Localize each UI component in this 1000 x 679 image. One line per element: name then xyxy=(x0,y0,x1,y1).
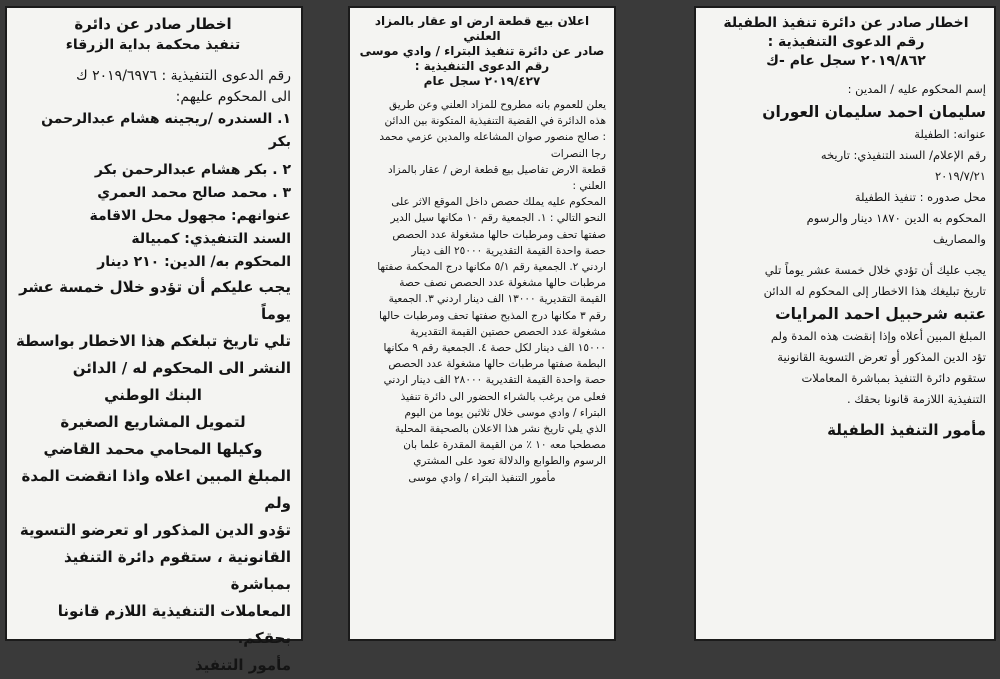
debtor-label: إسم المحكوم عليه / المدين : xyxy=(847,82,986,96)
signature: مأمور التنفيذ الطفيلة xyxy=(827,421,986,439)
text-line: اردني ٢. الجمعية رقم ٥/١ مكانها درج المحكمة صفتها xyxy=(377,261,606,274)
text-line: فعلى من يرغب بالشراء الحضور الى دائرة تنفيذ xyxy=(400,390,606,403)
text-line: مرطبات حالها مشغولة عدد الحصص نصف حصة xyxy=(399,277,606,290)
shares-paragraph xyxy=(358,194,606,469)
text-line: مصطحبا معه ١٠ ٪ من القيمة المقدرة علما بان xyxy=(403,439,606,452)
text-line: البطمة صفتها مرطبات حالها مشغولة عدد الحصص xyxy=(388,358,606,371)
body-line: المبلغ المبين أعلاه وإذا إنقضت هذه المدة ولم xyxy=(770,329,986,343)
case-number: رقم الدعوى التنفيذية : ٢٠١٩/٦٩٧٦ ك xyxy=(76,68,291,84)
text-line: مشغولة عدد الحصص حصتين القيمة التقديرية xyxy=(410,325,606,338)
case-number: ٢٠١٩/٤٢٧ سجل عام xyxy=(423,74,541,88)
notice-petra xyxy=(348,6,616,641)
notice-tafila xyxy=(694,6,996,641)
intro-paragraph xyxy=(358,97,606,162)
text-line: رقم ٣ مكانها درج المذبح صفتها تحف ومرطبات حالها xyxy=(379,309,606,322)
text-line: البتراء / وادي موسى خلال ثلاثين يوما من اليوم xyxy=(404,406,606,419)
executive-document: السند التنفيذي: كمبيالة xyxy=(131,231,291,247)
body-line: التنفيذية اللازمة قانونا بحقك . xyxy=(846,392,986,406)
text-line: حصة واحدة القيمة التقديرية ٢٥٠٠٠ الف دينار xyxy=(411,244,606,257)
defendant-1-cont: بكر xyxy=(268,134,291,150)
debtor-name: سليمان احمد سليمان العوران xyxy=(762,103,986,121)
judgment-amount: المحكوم به الدين ١٨٧٠ دينار والرسوم xyxy=(806,211,986,225)
defendant-1: ١. السندره /ريجينه هشام عبدالرحمن xyxy=(41,111,291,127)
body-line: يجب عليكم أن تؤدو خلال خمسة عشر يوماً xyxy=(19,278,291,323)
body-line: النشر الى المحكوم له / الدائن xyxy=(72,359,291,377)
notice-issuer: صادر عن دائرة تنفيذ البتراء / وادي موسى xyxy=(359,44,605,58)
case-number: ٢٠١٩/٨٦٢ سجل عام -ك xyxy=(766,53,926,69)
notice-title: اخطار صادر عن دائرة تنفيذ الطفيلة xyxy=(723,15,969,31)
text-line: العلني : xyxy=(572,180,606,193)
notice-subtitle: تنفيذ محكمة بداية الزرقاء xyxy=(65,37,241,53)
case-label: رقم الدعوى التنفيذية : xyxy=(414,59,550,73)
notice-title: اعلان بيع قطعة ارض او عقار بالمزاد العلني xyxy=(374,14,590,43)
address: عنوانه: الطفيلة xyxy=(914,127,986,141)
text-line: ١٥٠٠٠ الف دينار لكل حصة ٤. الجمعية رقم ٩ مكانها xyxy=(383,342,606,355)
text-line: الرسوم والطوابع والدلالة تعود على المشتري xyxy=(413,455,606,468)
creditor-name: البنك الوطني xyxy=(104,386,202,404)
text-line: رجا النصرات xyxy=(550,147,606,160)
issued-by: محل صدوره : تنفيذ الطفيلة xyxy=(854,190,986,204)
text-line: المحكوم عليه يملك حصص داخل الموقع الاثر على xyxy=(391,196,606,209)
text-line: الذي يلي تاريخ نشر هذا الاعلان بالصحيفة المحلية xyxy=(395,423,606,436)
body-line: المعاملات التنفيذية اللازم قانونا بحقكم. xyxy=(57,602,291,647)
signature: مأمور التنفيذ xyxy=(194,656,291,674)
text-line: النحو التالي : ١. الجمعية رقم ١٠ مكانها سيل الدير xyxy=(390,212,606,225)
defendant-3: ٣ . محمد صالح محمد العمري xyxy=(97,185,291,201)
body-line: تؤدو الدين المذكور او تعرضو التسوية xyxy=(19,521,291,539)
case-label: رقم الدعوى التنفيذية : xyxy=(767,34,925,50)
address: عنوانهم: مجهول محل الاقامة xyxy=(89,208,291,224)
body-line: تلي تاريخ تبلغكم هذا الاخطار بواسطة xyxy=(15,332,291,350)
body-line: المبلغ المبين اعلاه واذا انقضت المدة ولم xyxy=(21,467,291,512)
document-date: ٢٠١٩/٧/٢١ xyxy=(935,169,986,183)
document-number: رقم الإعلام/ السند التنفيذي: تاريخه xyxy=(820,148,986,162)
creditor-name: عتبه شرحبيل احمد المرايات xyxy=(775,305,986,323)
notice-zarqa xyxy=(5,6,303,674)
body-line: تاريخ تبليغك هذا الاخطار إلى المحكوم له الدائن xyxy=(763,284,986,298)
defendant-2: ٢ . بكر هشام عبدالرحمن بكر xyxy=(94,162,291,178)
body-line: تؤد الدين المذكور أو تعرض التسوية القانونية xyxy=(777,350,986,364)
lawyer-name: وكيلها المحامي محمد القاضي xyxy=(43,440,263,458)
text-line: : صالح منصور صوان المشاعله والمدين عزمي محمد xyxy=(379,131,606,144)
text-line: يعلن للعموم بانه مطروح للمزاد العلني وعن طريق xyxy=(389,99,606,111)
judgment-amount: المحكوم به/ الدين: ٢١٠ دينار xyxy=(97,254,291,270)
body-line: القانونية ، ستقوم دائرة التنفيذ بمباشرة xyxy=(63,548,291,593)
body-line: يجب عليك أن تؤدي خلال خمسة عشر يوماً تلي xyxy=(764,263,986,277)
text-line: صفتها تحف ومرطبات حالها مشغولة عدد الحصص xyxy=(392,228,606,241)
text-line: القيمة التقديرية ١٣٠٠٠ الف دينار اردني ٣. الجمعية xyxy=(388,293,606,306)
recipients-label: الى المحكوم عليهم: xyxy=(175,89,291,105)
notice-title: اخطار صادر عن دائرة xyxy=(74,15,232,33)
text-line: حصة واحدة القيمة التقديرية ٢٨٠٠٠ الف دينار اردني xyxy=(383,374,606,387)
body-line: ستقوم دائرة التنفيذ بمباشرة المعاملات xyxy=(801,371,986,385)
creditor-name-cont: لتمويل المشاريع الصغيرة xyxy=(60,413,246,431)
signature: مأمور التنفيذ البتراء / وادي موسى xyxy=(408,471,556,484)
text-line: قطعة الارض تفاصيل بيع قطعة ارض / عقار بالمزاد xyxy=(387,163,606,176)
land-details-heading xyxy=(358,162,606,194)
judgment-amount-cont: والمصاريف xyxy=(932,232,986,246)
text-line: هذه الدائرة في القضية التنفيذية المتكونة بين الدائن xyxy=(384,115,606,128)
